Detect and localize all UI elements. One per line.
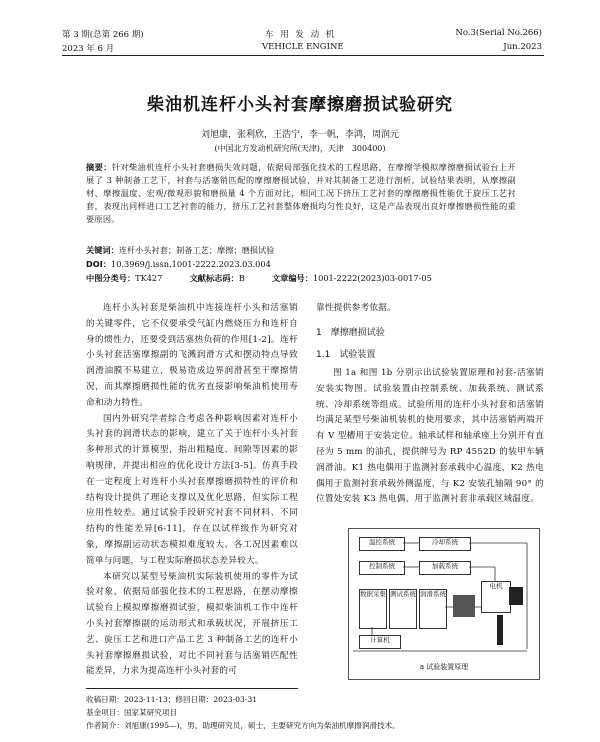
left-column: [86, 301, 298, 680]
journal-name-cn: 车 用 发 动 机: [265, 30, 337, 40]
paper-title: 柴油机连杆小头衬套摩擦磨损试验研究: [147, 95, 453, 115]
doi-text: 10.3969/j.issn.1001-2222.2023.03.004: [111, 259, 271, 269]
intro-paragraph-3: 本研究以某型号柴油机实际装机使用的零件为试验对象，依据局部强化技术的工程思路，在摆动摩擦试验台上模拟摩擦磨损试验，模拟柴油机工作中连杆小头衬套摩擦副的运动形式和承载状况，开展挤压工艺、旋压工艺和进口产品工艺 3 种制备工艺的连杆小头衬套摩擦磨损试验，对比不同衬套与活塞销匹配性能差异，力求为提高连杆小头衬套的可: [86, 571, 298, 677]
fund-info: 基金项目：国家某研究项目: [86, 708, 178, 717]
header-serial: No.3(Serial No.266): [455, 28, 542, 38]
header-rule: [62, 55, 544, 56]
continuation-text: 靠性提供参考依据。: [316, 303, 397, 313]
fig-computer-box: 计算机: [359, 635, 401, 649]
intro-paragraph-2: 国内外研究学者综合考虑各种影响因素对连杆小头衬套的润滑状态的影响，建立了关于连杆小头衬套多种形式的计算模型，指出粗糙度、间隙等因素的影响规律，并提出相应的优化设计方法[3-5]。仿真手段在一定程度上对连杆小头衬套摩擦磨损特性的评价和结构设计提供了理论支撑以及优化思路，但实际工程应用性较差。通过试验手段研究衬套不同材料、不同结构的性能差异[6-11]，存在以试样级作为研究对象，摩擦副运动状态模拟难度较大、各工况因素难以简单与问题，与工程实际磨损状态差异较大。: [86, 413, 298, 566]
doi-label: DOI：: [86, 259, 111, 269]
author-list: 刘旭康，张利欣，王浩宁，李一帆，李鸿，周润元: [200, 130, 399, 140]
fig-load-box: 加载系统: [419, 561, 471, 575]
article-number-label: 文章编号：: [271, 273, 313, 283]
abstract-label: 摘要：: [86, 162, 112, 172]
affiliation: (中国北方发动机研究所(天津)，天津 300400): [214, 144, 386, 153]
figure-1a-schematic: [348, 528, 540, 680]
fig-lube-box: 润滑系统: [419, 589, 447, 629]
intro-paragraph-1: 连杆小头衬套是柴油机中连接连杆小头和活塞销的关键零件，它不仅要承受气缸内燃烧压力和连杆自身的惯性力，还要受到活塞热负荷的作用[1-2]。连杆小头衬套活塞摩擦副的飞溅润滑方式和摆动特点导致润滑油膜不易建立，极易造成边界润滑甚至干摩擦情况，而其摩擦磨损性能的优劣直接影响柴油机使用寿命和动力特性。: [86, 303, 298, 408]
fig-control-box: 控制系统: [359, 561, 405, 575]
received-date: 收稿日期：2023-11-13；修回日期：2023-03-31: [86, 695, 258, 704]
clc-label: 中图分类号：: [86, 273, 136, 283]
right-column-body: [316, 366, 544, 508]
article-number-value: 1001-2222(2023)03-0017-05: [312, 273, 432, 283]
doc-code-label: 文献标志码：: [189, 273, 239, 283]
fig-cooling-box: 冷却系统: [419, 537, 471, 551]
header-month: Jun.2023: [503, 42, 542, 52]
author-bio: 作者简介：刘旭康(1995—)，男，助理研究员，硕士，主要研究方向为柴油机摩擦润滑技术。: [86, 721, 400, 730]
abstract: [86, 161, 516, 226]
doc-code-value: B: [238, 273, 245, 283]
classification-line: [86, 273, 432, 284]
fig-temp-control-box: 温控系统: [359, 537, 405, 551]
keywords: [86, 245, 274, 256]
header-date: 2023 年 6 月: [62, 44, 115, 54]
clc-value: TK427: [135, 273, 163, 283]
abstract-text: 针对柴油机连杆小头衬套磨损失效问题，依据局部强化技术的工程思路，在摩擦学模拟摩擦磨损试验台上开展了 3 种制备工艺下，衬套与活塞销匹配的摩擦磨损试验，并对其制备工艺进行剖析。试验结果表明，从摩擦副材、摩擦温度、宏观/微观形貌和磨损量 4 个方面对比，相同工况下挤压工艺衬套的摩擦磨损性能优于旋压工艺衬套，表现出同样进口工艺衬套的能力，挤压工艺衬套整体磨损均匀性良好，这是产品表现出良好摩擦磨损性能的重要原因。: [86, 162, 516, 225]
right-column-top: [316, 301, 544, 317]
apparatus-paragraph: 图 1a 和图 1b 分别示出试验装置原理和衬套-活塞销安装实物图。试验装置由控制系统、加载系统、测试系统、冷却系统等组成。试验所用的连杆小头衬套和活塞销均满足某型号柴油机装机的使用要求，其中活塞销两端开有 V 型槽用于安装定位。轴承试样和轴承座上分别开有直径为 5 mm 的油孔，提供牌号为 RP 4552D 的装甲车辆润滑油。K1 热电偶用于监测衬套承载中心温度，K2 热电偶用于监测衬套承载外侧温度，与 K2 安装孔轴隔 90° 的位置处安装 K3 热电偶，用于监测衬套非承载区域温度。: [316, 368, 544, 505]
fig-data-acq-box: 数据采集: [359, 589, 387, 629]
section-heading-1: 1 摩擦磨损试验: [316, 328, 385, 338]
fig-motor-box: 电机: [481, 581, 511, 613]
fig-connector-lines: [349, 529, 539, 679]
footer-rule: [86, 688, 298, 689]
figure-caption: a 试验装置原理: [419, 663, 469, 671]
section-heading-1-1: 1.1 试验装置: [316, 350, 376, 360]
fig-test-box: 测试系统: [389, 589, 417, 629]
doi: [86, 259, 271, 270]
keywords-text: 连杆小头衬套；制备工艺；摩擦；磨损试验: [118, 245, 275, 255]
journal-name-en: VEHICLE ENGINE: [262, 42, 344, 52]
keywords-label: 关键词：: [86, 245, 119, 255]
header-issue: 第 3 期(总第 266 期): [62, 30, 144, 40]
